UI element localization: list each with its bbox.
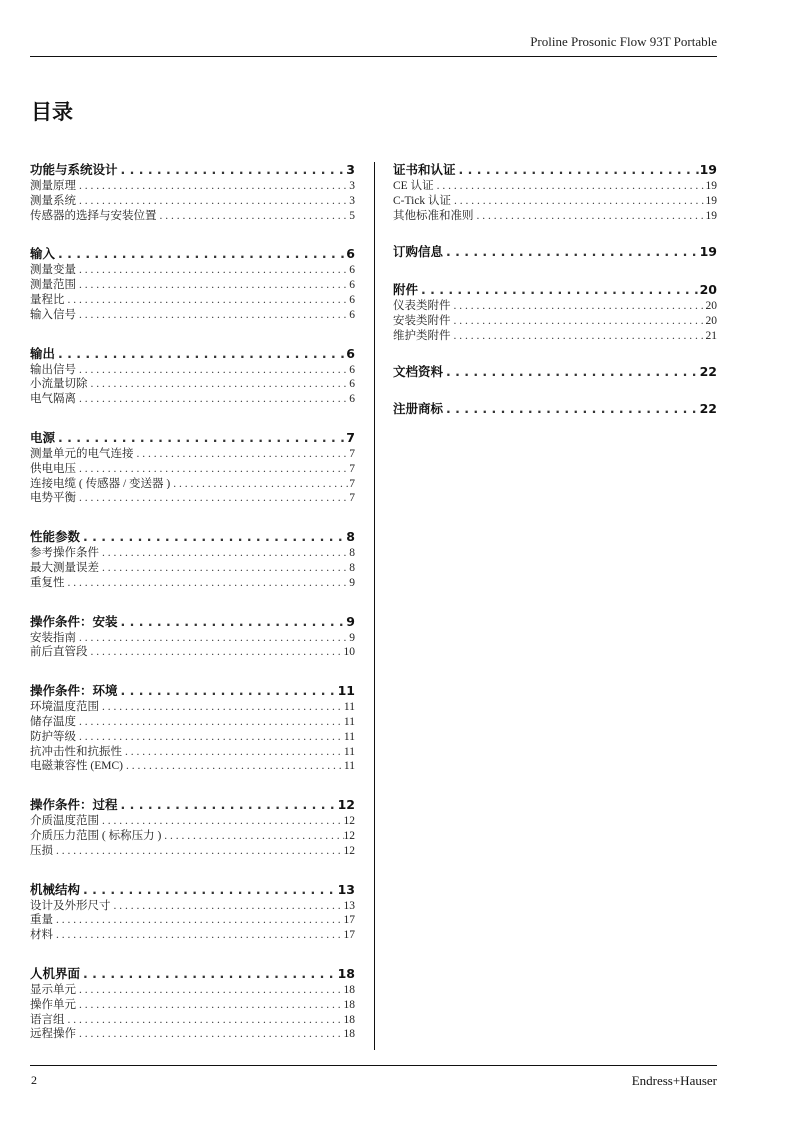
toc-section: [393, 399, 717, 416]
leader-dots: [99, 562, 349, 574]
leader-dots: [65, 577, 350, 589]
toc-entry-label: 介质温度范围: [30, 815, 99, 827]
toc-entry-label: 量程比: [30, 293, 65, 306]
toc-entry-page: 7: [349, 492, 355, 505]
footer-page-number: 2: [31, 1073, 37, 1087]
toc-entry-label: 电势平衡: [30, 492, 76, 505]
toc-entry-page: 6: [349, 264, 355, 277]
toc-entry-label: 输出信号: [30, 363, 76, 376]
leader-dots: [443, 401, 700, 416]
leader-dots: [451, 315, 706, 327]
toc-entry[interactable]: [30, 559, 355, 574]
toc-section-title: 人机界面: [30, 965, 81, 981]
toc-section: [30, 244, 355, 320]
leader-dots: [170, 478, 349, 490]
toc-entry-page: 20: [705, 300, 717, 313]
toc-entry-label: 其他标准和准则: [393, 209, 474, 222]
toc-entry[interactable]: [30, 177, 355, 192]
toc-entry-page: 18: [343, 983, 355, 996]
leader-dots: [80, 966, 338, 981]
toc-entry-label: 语言组: [30, 1013, 65, 1026]
toc-entry-label: 环境温度范围: [30, 701, 99, 713]
toc-entry[interactable]: [30, 375, 355, 390]
toc-entry-page: 11: [343, 745, 355, 758]
toc-entry-label: 测量范围: [30, 279, 76, 291]
toc-entry-page: 11: [343, 730, 355, 743]
toc-entry-label: 材料: [30, 929, 53, 941]
leader-dots: [434, 180, 706, 192]
toc-entry-label: 参考操作条件: [30, 547, 99, 559]
toc-section-heading[interactable]: [393, 242, 717, 259]
toc-right-column: [393, 160, 717, 416]
toc-section-title: 操作条件：环境: [30, 683, 118, 699]
toc-section: [30, 880, 355, 941]
leader-dots: [99, 701, 344, 713]
toc-section-heading[interactable]: [30, 880, 355, 897]
leader-dots: [76, 195, 349, 207]
toc-entry-page: 12: [343, 829, 355, 842]
leader-dots: [53, 929, 344, 941]
toc-section: [30, 681, 355, 772]
leader-dots: [76, 731, 344, 743]
toc-section: [30, 527, 355, 588]
document-header-title: Proline Prosonic Flow 93T Portable: [530, 34, 717, 49]
toc-entry-label: 前后直管段: [30, 646, 88, 659]
toc-entry[interactable]: [30, 291, 355, 306]
toc-section-page: 9: [346, 613, 355, 629]
toc-entry[interactable]: [30, 757, 355, 772]
toc-section-title: 功能与系统设计: [30, 162, 118, 177]
header-rule: [30, 56, 717, 57]
toc-entry[interactable]: [30, 276, 355, 291]
toc-entry-label: 压损: [30, 844, 53, 857]
toc-section: [30, 428, 355, 504]
leader-dots: [76, 264, 349, 276]
toc-entry-label: 抗冲击性和抗振性: [30, 745, 122, 758]
toc-section-heading[interactable]: [30, 428, 355, 445]
toc-section-page: 22: [699, 363, 717, 379]
toc-entry[interactable]: [30, 1025, 355, 1040]
toc-section-page: 22: [699, 400, 717, 416]
toc-section: [30, 344, 355, 405]
leader-dots: [76, 1028, 344, 1040]
toc-entry-page: 7: [349, 462, 355, 475]
leader-dots: [76, 984, 344, 996]
toc-section-title: 订购信息: [393, 244, 444, 260]
toc-entry-page: 18: [343, 1028, 355, 1041]
toc-entry-label: 维护类附件: [393, 329, 451, 342]
toc-section-page: 19: [699, 162, 717, 177]
toc-entry[interactable]: [30, 460, 355, 475]
toc-entry-page: 19: [705, 209, 717, 222]
toc-entry-page: 6: [349, 279, 355, 291]
toc-entry-page: 11: [343, 701, 355, 713]
toc-section-page: 12: [337, 797, 355, 813]
toc-entry[interactable]: [30, 207, 355, 222]
toc-entry-label: 输入信号: [30, 308, 76, 321]
toc-section-heading[interactable]: [393, 280, 717, 297]
toc-section-title: 证书和认证: [393, 162, 456, 177]
toc-section-page: 19: [699, 244, 717, 260]
toc-entry[interactable]: [30, 897, 355, 912]
toc-section-title: 文档资料: [393, 363, 444, 379]
toc-entry-label: 仪表类附件: [393, 300, 451, 313]
toc-entry[interactable]: [30, 827, 355, 842]
leader-dots: [99, 815, 344, 827]
leader-dots: [418, 282, 700, 297]
toc-entry-label: 电磁兼容性 (EMC): [30, 760, 123, 773]
leader-dots: [55, 246, 346, 261]
toc-entry-page: 6: [349, 393, 355, 405]
toc-entry-page: 8: [349, 561, 355, 574]
toc-section-title: 输入: [30, 246, 56, 262]
toc-entry-page: 12: [343, 815, 355, 827]
toc-entry-label: 测量原理: [30, 180, 76, 192]
toc-entry-page: 8: [349, 547, 355, 559]
toc-entry-label: C-Tick 认证: [393, 194, 452, 207]
toc-entry[interactable]: [30, 489, 355, 504]
toc-entry[interactable]: [30, 713, 355, 728]
toc-section-heading[interactable]: [30, 612, 355, 629]
leader-dots: [451, 300, 706, 312]
leader-dots: [65, 294, 350, 306]
toc-entry[interactable]: [393, 207, 717, 222]
toc-section-title: 机械结构: [30, 881, 81, 897]
toc-entry-page: 6: [349, 378, 355, 391]
toc-section-page: 18: [337, 965, 355, 981]
toc-section-title: 性能参数: [30, 529, 81, 545]
toc-entry-page: 21: [705, 329, 717, 342]
toc-section-page: 20: [699, 282, 717, 298]
toc-entry-page: 11: [343, 760, 355, 773]
toc-left-column: [30, 160, 355, 1040]
toc-section-page: 6: [346, 345, 355, 361]
column-divider: [374, 162, 375, 1050]
toc-entry-page: 13: [343, 899, 355, 912]
toc-entry-label: 显示单元: [30, 983, 76, 996]
toc-entry-page: 18: [343, 998, 355, 1011]
toc-entry-page: 11: [343, 715, 355, 728]
leader-dots: [80, 882, 338, 897]
toc-section-heading[interactable]: [30, 681, 355, 698]
toc-section-title: 电源: [30, 429, 56, 445]
toc-entry[interactable]: [30, 629, 355, 644]
leader-dots: [443, 364, 700, 379]
toc-entry-page: 6: [349, 293, 355, 306]
toc-section-title: 注册商标: [393, 400, 444, 416]
toc-section-heading[interactable]: [30, 795, 355, 812]
toc-entry-page: 18: [343, 1013, 355, 1026]
toc-section-page: 8: [346, 529, 355, 545]
leader-dots: [443, 244, 700, 259]
toc-section-title: 操作条件：安装: [30, 613, 118, 629]
toc-entry-label: 储存温度: [30, 715, 76, 728]
toc-entry[interactable]: [30, 728, 355, 743]
toc-entry[interactable]: [30, 812, 355, 827]
leader-dots: [122, 746, 344, 758]
leader-dots: [474, 210, 706, 222]
toc-entry-page: 19: [705, 194, 717, 207]
leader-dots: [55, 430, 346, 445]
leader-dots: [76, 180, 349, 192]
toc-entry[interactable]: [30, 981, 355, 996]
leader-dots: [55, 346, 346, 361]
leader-dots: [88, 378, 350, 390]
toc-section-heading[interactable]: [393, 362, 717, 379]
toc-entry[interactable]: [30, 743, 355, 758]
leader-dots: [161, 830, 343, 842]
toc-entry[interactable]: [30, 926, 355, 941]
toc-entry[interactable]: [30, 192, 355, 207]
toc-entry[interactable]: [393, 177, 717, 192]
toc-section: [30, 160, 355, 221]
toc-entry-label: 小流量切除: [30, 378, 88, 391]
leader-dots: [111, 900, 344, 912]
toc-entry-page: 7: [349, 447, 355, 460]
leader-dots: [456, 162, 700, 177]
toc-section: [30, 795, 355, 856]
toc-entry-page: 5: [349, 209, 355, 222]
toc-section: [30, 964, 355, 1040]
toc-section-heading[interactable]: [30, 344, 355, 361]
leader-dots: [76, 393, 349, 405]
toc-section-page: 11: [337, 683, 355, 699]
toc-entry-page: 19: [705, 180, 717, 192]
toc-entry[interactable]: [30, 698, 355, 713]
toc-section: [393, 362, 717, 379]
toc-section-heading[interactable]: [30, 527, 355, 544]
toc-entry-page: 3: [349, 194, 355, 207]
leader-dots: [134, 448, 350, 460]
toc-section-title: 操作条件：过程: [30, 797, 118, 813]
page-title: 目录: [31, 100, 73, 124]
leader-dots: [76, 632, 349, 644]
leader-dots: [118, 797, 338, 812]
toc-section-title: 输出: [30, 345, 56, 361]
leader-dots: [80, 529, 346, 544]
toc-entry[interactable]: [30, 475, 355, 490]
toc-entry-label: 测量系统: [30, 194, 76, 207]
toc-entry[interactable]: [30, 361, 355, 376]
toc-entry-label: CE 认证: [393, 180, 434, 192]
leader-dots: [76, 309, 349, 321]
leader-dots: [76, 999, 344, 1011]
toc-entry[interactable]: [30, 261, 355, 276]
toc-section-page: 3: [346, 162, 355, 177]
toc-entry-page: 3: [349, 180, 355, 192]
leader-dots: [76, 279, 349, 291]
leader-dots: [157, 210, 350, 222]
toc-section-page: 13: [337, 881, 355, 897]
leader-dots: [53, 914, 344, 926]
footer-brand: Endress+Hauser: [631, 1073, 717, 1088]
leader-dots: [53, 845, 344, 857]
toc-entry[interactable]: [30, 911, 355, 926]
toc-entry-label: 电气隔离: [30, 393, 76, 405]
leader-dots: [76, 364, 349, 376]
toc-entry-page: 9: [349, 631, 355, 644]
toc-section-title: 附件: [393, 282, 419, 298]
toc-section-page: 7: [346, 429, 355, 445]
toc-entry-label: 安装指南: [30, 631, 76, 644]
leader-dots: [451, 330, 706, 342]
leader-dots: [76, 463, 349, 475]
toc-entry-label: 防护等级: [30, 730, 76, 743]
toc-section: [30, 612, 355, 659]
leader-dots: [65, 1014, 344, 1026]
toc-entry-label: 传感器的选择与安装位置: [30, 209, 157, 222]
leader-dots: [76, 492, 349, 504]
toc-entry-label: 连接电缆 ( 传感器 / 变送器 ): [30, 477, 171, 490]
toc-section-heading[interactable]: [393, 160, 717, 177]
toc-entry-label: 测量单元的电气连接: [30, 447, 134, 460]
toc-entry[interactable]: [30, 996, 355, 1011]
toc-entry-label: 介质压力范围 ( 标称压力 ): [30, 829, 162, 842]
toc-entry-page: 12: [343, 844, 355, 857]
toc-entry[interactable]: [393, 327, 717, 342]
toc-entry-page: 6: [349, 363, 355, 376]
toc-entry-page: 6: [349, 308, 355, 321]
toc-entry-page: 20: [705, 315, 717, 327]
toc-section: [393, 160, 717, 221]
toc-section-heading[interactable]: [393, 399, 717, 416]
toc-entry[interactable]: [30, 643, 355, 658]
toc-entry[interactable]: [393, 312, 717, 327]
toc-entry-page: 7: [349, 477, 355, 490]
toc-entry[interactable]: [30, 544, 355, 559]
toc-entry[interactable]: [30, 445, 355, 460]
toc-section: [393, 280, 717, 341]
toc-entry-label: 远程操作: [30, 1028, 76, 1041]
toc-entry-page: 10: [343, 646, 355, 659]
toc-entry-label: 安装类附件: [393, 315, 451, 327]
leader-dots: [118, 683, 338, 698]
toc-entry[interactable]: [30, 574, 355, 589]
leader-dots: [76, 716, 344, 728]
leader-dots: [123, 760, 344, 772]
toc-section-heading[interactable]: [30, 964, 355, 981]
toc-entry-label: 重量: [30, 914, 53, 927]
toc-section: [393, 242, 717, 259]
leader-dots: [118, 162, 347, 177]
toc-entry[interactable]: [30, 390, 355, 405]
toc-entry[interactable]: [393, 297, 717, 312]
footer-rule: [30, 1065, 717, 1066]
toc-entry[interactable]: [30, 842, 355, 857]
leader-dots: [99, 547, 349, 559]
toc-entry-label: 重复性: [30, 576, 65, 589]
toc-entry-label: 设计及外形尺寸: [30, 899, 111, 912]
leader-dots: [88, 646, 344, 658]
leader-dots: [118, 614, 347, 629]
toc-entry-label: 操作单元: [30, 998, 76, 1011]
toc-entry-label: 测量变量: [30, 264, 76, 277]
toc-entry[interactable]: [393, 192, 717, 207]
toc-section-heading[interactable]: [30, 244, 355, 261]
toc-entry-page: 17: [343, 929, 355, 941]
toc-entry[interactable]: [30, 306, 355, 321]
toc-entry[interactable]: [30, 1011, 355, 1026]
toc-section-page: 6: [346, 246, 355, 262]
toc-entry-page: 9: [349, 576, 355, 589]
toc-entry-label: 最大测量误差: [30, 561, 99, 574]
toc-section-heading[interactable]: [30, 160, 355, 177]
toc-entry-label: 供电电压: [30, 462, 76, 475]
toc-entry-page: 17: [343, 914, 355, 927]
leader-dots: [451, 195, 705, 207]
